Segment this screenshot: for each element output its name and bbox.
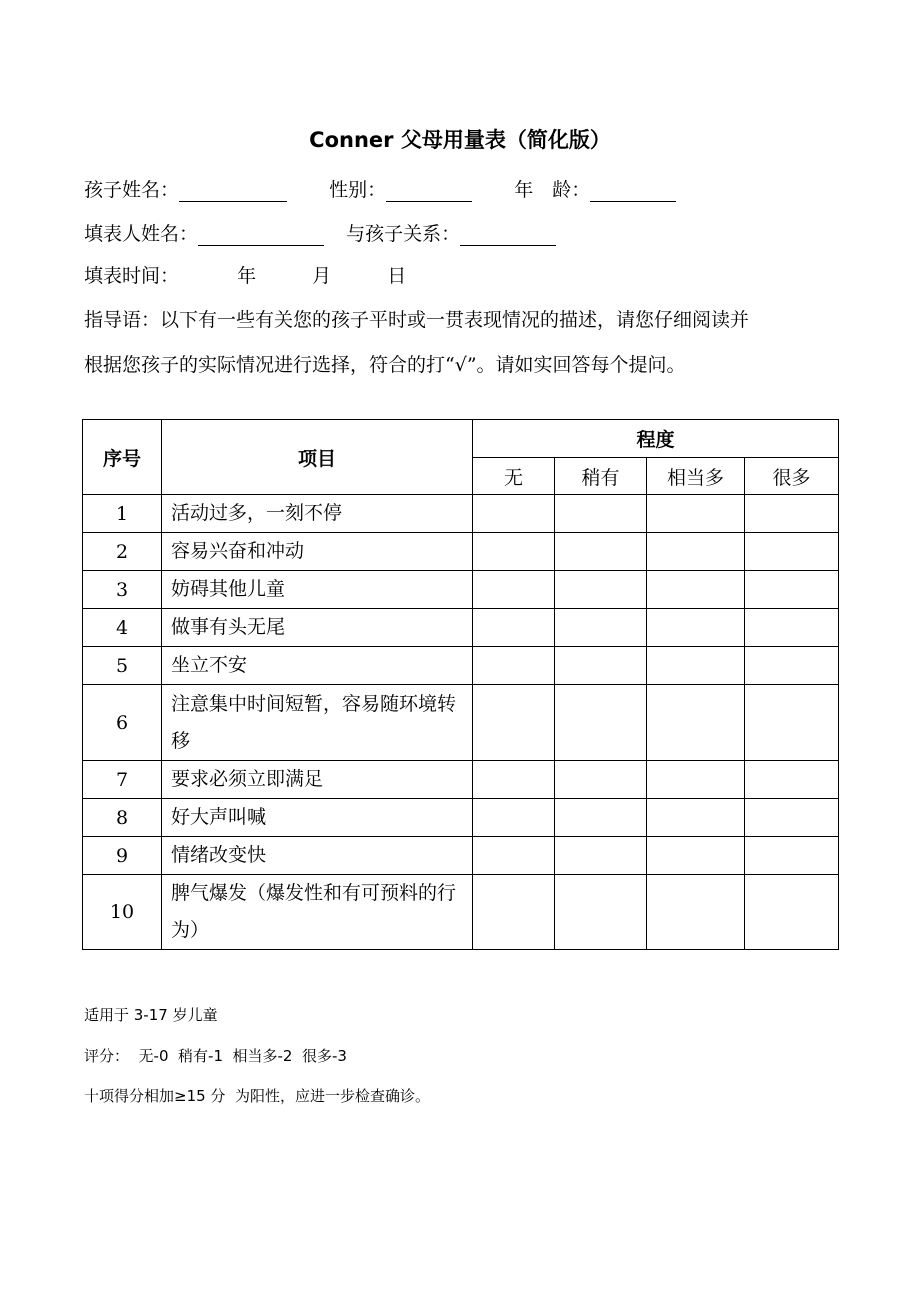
table-row <box>83 685 839 761</box>
rating-cell[interactable] <box>745 571 839 609</box>
row-no: 3 <box>83 571 162 609</box>
table-row <box>83 799 839 837</box>
table-row <box>83 647 839 685</box>
rating-cell[interactable] <box>555 837 647 875</box>
instructions-line-1: 指导语：以下有一些有关您的孩子平时或一贯表现情况的描述，请您仔细阅读并 <box>84 309 750 331</box>
header-degree: 程度 <box>473 420 839 458</box>
level-slight: 稍有 <box>555 458 647 495</box>
rating-cell[interactable] <box>555 685 647 761</box>
rating-cell[interactable] <box>647 609 745 647</box>
table-row <box>83 609 839 647</box>
rating-cell[interactable] <box>473 799 555 837</box>
fill-time-label: 填表时间： <box>84 265 180 287</box>
rating-cell[interactable] <box>745 609 839 647</box>
row-item: 要求必须立即满足 <box>162 761 473 799</box>
rating-cell[interactable] <box>555 647 647 685</box>
info-line-3 <box>84 261 406 288</box>
row-no: 5 <box>83 647 162 685</box>
row-item: 活动过多，一刻不停 <box>162 495 473 533</box>
rating-cell[interactable] <box>473 533 555 571</box>
rating-cell[interactable] <box>555 761 647 799</box>
rating-cell[interactable] <box>555 799 647 837</box>
rating-cell[interactable] <box>647 685 745 761</box>
rating-cell[interactable] <box>745 533 839 571</box>
gender-field[interactable] <box>386 181 472 202</box>
rating-cell[interactable] <box>473 495 555 533</box>
filler-name-field[interactable] <box>198 225 324 246</box>
row-item: 坐立不安 <box>162 647 473 685</box>
row-item: 好大声叫喊 <box>162 799 473 837</box>
level-none: 无 <box>473 458 555 495</box>
rating-cell[interactable] <box>473 647 555 685</box>
rating-cell[interactable] <box>647 761 745 799</box>
relation-label: 与孩子关系： <box>346 223 461 245</box>
rating-cell[interactable] <box>555 609 647 647</box>
row-no: 4 <box>83 609 162 647</box>
rating-cell[interactable] <box>555 875 647 950</box>
rating-cell[interactable] <box>745 647 839 685</box>
table-row <box>83 533 839 571</box>
rating-cell[interactable] <box>473 761 555 799</box>
rating-cell[interactable] <box>473 685 555 761</box>
rating-cell[interactable] <box>745 799 839 837</box>
rating-cell[interactable] <box>745 875 839 950</box>
relation-field[interactable] <box>460 225 556 246</box>
year-label: 年 <box>237 265 257 287</box>
rating-cell[interactable] <box>647 837 745 875</box>
applies-note: 适用于 3-17 岁儿童 <box>84 1006 218 1024</box>
row-item: 脾气爆发（爆发性和有可预料的行为） <box>162 875 473 950</box>
table-row <box>83 571 839 609</box>
level-considerable: 相当多 <box>647 458 745 495</box>
header-item: 项目 <box>162 420 473 495</box>
rating-cell[interactable] <box>745 761 839 799</box>
row-no: 6 <box>83 685 162 761</box>
instructions-line-2: 根据您孩子的实际情况进行选择，符合的打“√”。请如实回答每个提问。 <box>84 354 686 376</box>
rating-cell[interactable] <box>473 571 555 609</box>
row-no: 2 <box>83 533 162 571</box>
rule-note: 十项得分相加≥15 分 为阳性，应进一步检查确诊。 <box>84 1087 430 1105</box>
table-row <box>83 875 839 950</box>
table-row <box>83 495 839 533</box>
row-no: 9 <box>83 837 162 875</box>
row-item: 做事有头无尾 <box>162 609 473 647</box>
row-item: 容易兴奋和冲动 <box>162 533 473 571</box>
rating-cell[interactable] <box>647 799 745 837</box>
row-item: 情绪改变快 <box>162 837 473 875</box>
header-no: 序号 <box>83 420 162 495</box>
rating-cell[interactable] <box>647 571 745 609</box>
rating-cell[interactable] <box>647 647 745 685</box>
filler-name-label: 填表人姓名： <box>84 223 199 245</box>
info-line-2 <box>84 219 556 246</box>
rating-cell[interactable] <box>745 495 839 533</box>
row-no: 8 <box>83 799 162 837</box>
rating-cell[interactable] <box>745 685 839 761</box>
row-no: 7 <box>83 761 162 799</box>
info-line-1 <box>84 175 676 202</box>
table-row <box>83 837 839 875</box>
rating-cell[interactable] <box>555 533 647 571</box>
child-name-field[interactable] <box>179 181 287 202</box>
row-item: 妨碍其他儿童 <box>162 571 473 609</box>
rating-cell[interactable] <box>647 495 745 533</box>
rating-cell[interactable] <box>473 609 555 647</box>
rating-cell[interactable] <box>473 875 555 950</box>
row-no: 10 <box>83 875 162 950</box>
age-label: 年 龄： <box>514 179 591 201</box>
age-field[interactable] <box>590 181 676 202</box>
month-label: 月 <box>312 265 332 287</box>
scoring-note: 评分： 无-0 稍有-1 相当多-2 很多-3 <box>84 1047 347 1065</box>
rating-table <box>82 419 839 950</box>
table-row <box>83 761 839 799</box>
row-no: 1 <box>83 495 162 533</box>
rating-cell[interactable] <box>555 571 647 609</box>
rating-cell[interactable] <box>745 837 839 875</box>
level-much: 很多 <box>745 458 839 495</box>
child-name-label: 孩子姓名： <box>84 179 180 201</box>
rating-cell[interactable] <box>647 875 745 950</box>
row-item: 注意集中时间短暂，容易随环境转移 <box>162 685 473 761</box>
form-title: Conner 父母用量表（简化版） <box>309 128 611 152</box>
rating-cell[interactable] <box>647 533 745 571</box>
rating-cell[interactable] <box>555 495 647 533</box>
day-label: 日 <box>387 265 407 287</box>
gender-label: 性别： <box>329 179 387 201</box>
rating-cell[interactable] <box>473 837 555 875</box>
